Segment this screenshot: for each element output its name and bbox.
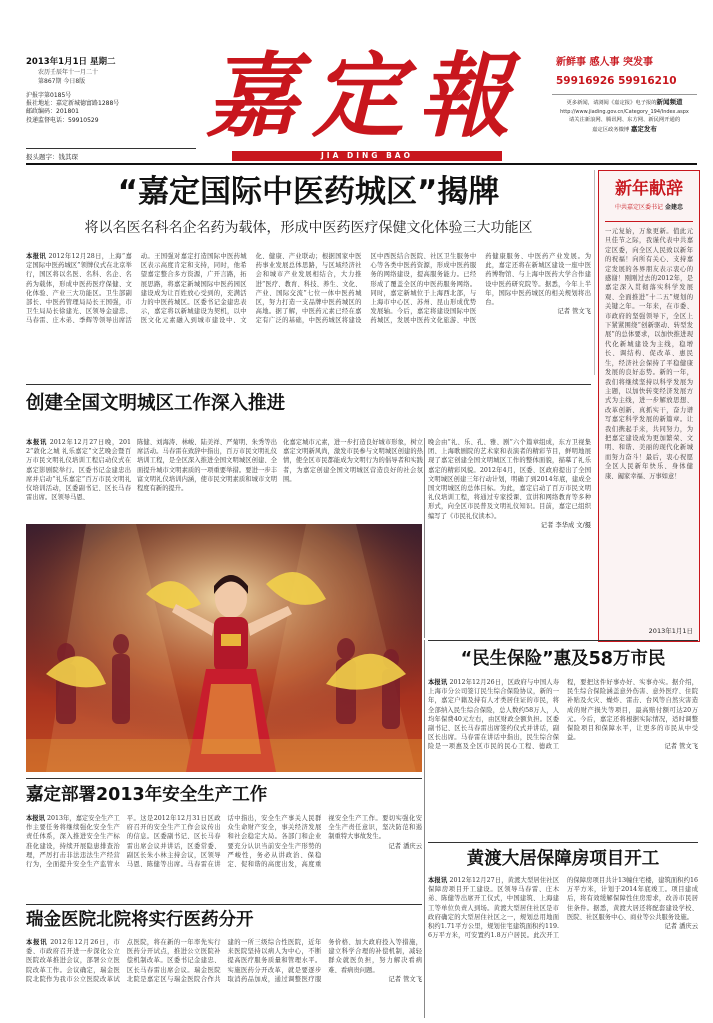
news-channel-label: 新闻频道: [656, 98, 683, 106]
article4-author: 记者 管文飞: [664, 743, 698, 751]
lead-text: 2012年12月28日，上海“嘉定国际中医药城区”领牌仪式在北京举行，国区将以名医、名科、名企、名药为载体，形成中医药医疗保健、文化体验、产业三大功能区。卫生部副部长、中医药管理局局长王国强，市卫生局局长徐建光、区领导金建忠、马春雷、庄木弟、季辉等领导出席活动。王国强对嘉定打造国际中医药城区表示高度肯定和支持，同时，他希望嘉定整合多方资源，广开言路，拓展思路，将嘉定新城国际中医药园区建设成为让百姓放心受到的，充满活力的中医药城区。区委书记金建忠表示，嘉定将以新城建设为契机，以中医文化元素融入到城市建设中、文化、健康、产业联动；根据国家中医药事业发展总体思路，与区域经济社会和城市产业发展相结合，大力推进“医疗、教育、科技、养生、文化、产业、国际交流”七位一体中医药城区，努力打造一支品牌中医药城区的高地。据了解，中医药元素已经在嘉定有广泛的基础，中医药城区将建设区中西医结合医院、社区卫生服务中心等各类中医药资源，形成中医药服务的网络建设，提高服务能力。已经形成了覆盖全区的中医药服务网络。同时，嘉定新城位于上海西北部，与上海市中心区、苏州、昆山形成优势发展轴。今后，嘉定将建设国际中医药城区，发展中医药文化旅游、中医药健康服务、中医药产业发展。为此，嘉定还将在新城区建设一座中医药博物馆、与上海中医药大学合作建设中医药研究院等。据悉，今年上半年，国际中医药城区的相关规划将出台。: [26, 253, 591, 325]
article2-headline: 创建全国文明城区工作深入推进: [26, 393, 286, 414]
article2-author: 记者 李华成 文/摄: [540, 521, 591, 529]
article5-body: [26, 938, 422, 1018]
editorial-text: 一元复始，万象更新。值此元旦佳节之际，我谨代表中共嘉定区委，向全区人民致以新年的祝福！向所有关心、支持嘉定发展的各界朋友表示衷心的感谢！刚刚过去的2012年，是嘉定深入贯彻落实科学发展观、全面推进“十二五”规划的关键之年。一年来，在市委、市政府的坚强领导下，全区上下紧紧围绕“创新驱动、转型发展”的总体要求，以加快推进现代化新城建设为主线，稳增长、调结构、促改革、惠民生，经济社会保持了平稳健康发展的良好态势。新的一年，我们将继续坚持以科学发展为主题，以加快转变经济发展方式为主线，进一步解放思想、改革创新、真抓实干，奋力谱写嘉定科学发展的新篇章。让我们携起手来，共同努力，为把嘉定建设成为更加繁荣、文明、和谐、美丽的现代化新城而努力奋斗！最后，衷心祝愿全区人民新年快乐、身体健康、阖家幸福、万事如意！: [605, 228, 693, 480]
performance-photo: [26, 524, 422, 772]
date-line: 2013年1月1日 星期二: [26, 57, 116, 67]
logo-pinyin-band: [232, 151, 502, 161]
lead-headline: “嘉定国际中医药城区”揭牌: [117, 174, 500, 210]
web-url-link[interactable]: http://www.jiading.gov.cn/Category_194/Index.aspx: [560, 108, 689, 115]
logo-pinyin: JIA DING BAO: [321, 151, 413, 160]
article6-headline: 黄渡大居保障房项目开工: [466, 849, 660, 869]
article5-headline: 瑞金医院北院将实行医药分开: [26, 910, 254, 930]
slogan: 新鲜事 感人事 突发事: [556, 57, 653, 68]
newspaper-address: 报社地址：嘉定新城德富路1288号: [26, 100, 120, 108]
article3-text: 2013年，嘉定安全生产工作主要任务将继续强化安全生产责任体系，深入推进安全生产标准化建设，持续开展隐患排查治理，严厉打击非法违法生产经营行为，全面提升安全生产监管水平。这是2012年12月31日区政府召开的安全生产工作会议传出的信息。区委副书记、区长马春雷出席会议并讲话，区委常委、副区长朱小林主持会议，区领导马恩、陈健等出席。马春雷在讲话中指出，安全生产事关人民群众生命财产安全，事关经济发展和社会稳定大局。各部门和企业要充分认识当前安全生产形势的严峻性，务必从讲政治、保稳定、促和谐的高度出发，高度重视安全生产工作。要切实强化安全生产责任意识，坚决防范和遏制重特大事故发生。: [26, 815, 422, 869]
article6-body: [428, 876, 698, 1016]
article3-body: [26, 814, 422, 902]
registration-code: 沪报字第0185号: [26, 92, 72, 99]
lead-body: [26, 252, 591, 378]
editorial-title: 新年献辞: [615, 179, 683, 199]
editorial-box: [598, 170, 700, 642]
article2-col4: [428, 438, 591, 634]
web-notice-text: 更多新闻，请浏阅《嘉定报》电子报的: [566, 100, 657, 106]
article2-text-d: 晚会由“礼、乐、孔、雅、剧”六个篇章组成，东方卫视集团、上海歌剧院的艺术家和表演者的精彩节目，鲜明地展现了嘉定创建全国文明城区工作的整体面貌，描摹了礼乐嘉定的精彩风貌。2012年4月，区委、区政府提出了全国文明城区创建三年行动计划，明确了到2014年底，建成全国文明城区的总体目标。为此，嘉定启动了百万市民文明礼仪培训工程，将通过专家授课、宣讲和网络教育等多种形式，向全区市民普及文明礼仪知识。目前，嘉定已组织编写了《市民礼仪读本》。: [428, 439, 591, 520]
article2-byline: 本报讯: [26, 439, 48, 446]
article3-headline: 嘉定部署2013年安全生产工作: [26, 785, 268, 805]
article2-col3: 化嘉定城市元素，进一步打造良好城市形象，树立嘉定文明新风尚，激发市民参与文明城区创建的热情，使全区市民都能成为文明行为的倡导者和实践者，为嘉定创建全国文明城区营造良好的社会氛围。: [283, 439, 423, 483]
newspaper-logo: [200, 40, 530, 158]
delivery-phone: 投递监督电话：59910529: [26, 116, 99, 124]
lead-author: 记者 管文飞: [557, 308, 591, 316]
article2-col2: 陈健、刘海涛、林峻、陆美祥、严菊明、朱秀等出席活动。马春雷在致辞中指出，百万市民文明礼仪培训工程，是全区深入推进全国文明城区创建、全面提升城市文明素质的一项重要举措。要进一步丰富文明礼仪培训内涵，使市民文明素质和城市文明程度有新的提升。: [137, 439, 277, 493]
editorial-date: 2013年1月1日: [648, 627, 693, 635]
logo-text: 嘉定報: [205, 42, 524, 150]
article6-author: 记者 潘庆云: [664, 923, 698, 931]
article3-author: 记者 潘庆云: [388, 842, 422, 850]
article5-text: 2012年12月26日，市委、市政府召开进一步深化公立医院改革推进会议，部署公立医院改革工作。会议确定，瑞金医院北院作为我市公立医院改革试点医院，将在新的一年率先实行医药分开试点，推进公立医院补偿机制改革。区委书记金建忠、区长马春雷出席会议。瑞金医院北院是嘉定区与瑞金医院合作共建的一所三级综合性医院，近年来医院坚持以病人为中心，不断提高医疗服务质量和管理水平。实施医药分开改革，就是要逐步取消药品加成，通过调整医疗服务价格、加大政府投入等措施，建立科学合理的补偿机制，减轻群众就医负担，努力解决看病难、看病贵问题。: [26, 939, 422, 983]
masthead-right: [556, 56, 696, 89]
issue-number: 第867期 今日8版: [38, 78, 86, 85]
editorial-byline-org: 中共嘉定区委书记: [615, 204, 664, 211]
editorial-byline-name: 金建忠: [664, 204, 683, 211]
photo-illustration: [26, 524, 422, 772]
article4-text: 2012年12月26日，区政府与中国人寿上海市分公司签订民生综合保险协议，新的一年，嘉定户籍及持有人才类居住证的市民，将全部纳入民生综合保险，总人数约58万人，人均年保费40元左右，由区财政全额负担。区委副书记、区长马春雷出席签约仪式并讲话，副区长出席。马春雷在讲话中指出，民生综合保险是一项惠及全区市民的民心工程、德政工程，要把这件好事办好、实事办实。据介绍，民生综合保险涵盖意外伤害、意外医疗、住院补贴及火灾、燥炸、雷击、台风等自然灾害造成的财产损失等项目，最高赔付额可达20万元。今后，嘉定还将根据实际情况，适时调整保险项目和保障水平，让更多的市民从中受益。: [428, 679, 698, 751]
masthead-rule: [26, 163, 697, 165]
article5-author: 记者 管文飞: [388, 975, 422, 983]
article2-col1: [26, 438, 131, 520]
title-inscription: 报头题字：钱其琛: [26, 153, 78, 161]
weibo-name: 嘉定发布: [630, 124, 657, 133]
masthead-left: [26, 56, 196, 125]
lead-subhead: 将以名医名科名企名药为载体，形成中医药医疗保健文化体验三大功能区: [84, 220, 533, 236]
article4-headline: “民生保险”惠及58万市民: [460, 649, 666, 669]
article4-byline: 本报讯: [428, 679, 448, 686]
postal-code: 邮政编码：201801: [26, 108, 79, 116]
lead-byline: 本报讯: [26, 253, 47, 260]
hotline-numbers: 59916926 59916210: [556, 75, 677, 87]
lunar-date: 农历壬辰年十一月二十: [38, 69, 99, 76]
article6-byline: 本报讯: [428, 877, 448, 884]
article4-body: [428, 678, 698, 838]
article5-byline: 本报讯: [26, 939, 48, 946]
article3-byline: 本报讯: [26, 815, 45, 822]
weibo-notice: 请关注新浪网、腾讯网、东方网、新民网开通的: [568, 117, 681, 123]
article2-text-a: 2012年12月27日晚，2012“敦化之城 礼乐嘉定”文艺晚会暨百万市民文明礼仪培训工程启动仪式在嘉定影剧院举行。区委书记金建忠出席并启动“礼乐嘉定”百万市民文明礼仪培训活动，区委副书记、区长马春雷出席。区领导马恩、: [26, 439, 131, 502]
weibo-label: 嘉定区政务微博: [592, 126, 630, 133]
web-notice: [552, 98, 697, 134]
article6-text: 2012年12月27日，黄渡大型居住社区保障房项目开工建设。区领导马春雷、庄木弟、陈健等出席开工仪式，中国建筑、上海建工等单位负责人到场。黄渡大型居住社区是市政府确定的大型居住社区之一，规划总用地面积约1.71平方公里，规划住宅建筑面积约119.6万平方米，可安置约1.8万户居民。此次开工的保障房项目共计13幢住宅楼，建筑面积约16万平方米，计划于2014年底竣工。项目建成后，将有效缓解保障性住房需求，改善市民居住条件。据悉，黄渡大居还将配套建设学校、医院、社区服务中心、商业等公共服务设施。: [428, 877, 698, 940]
